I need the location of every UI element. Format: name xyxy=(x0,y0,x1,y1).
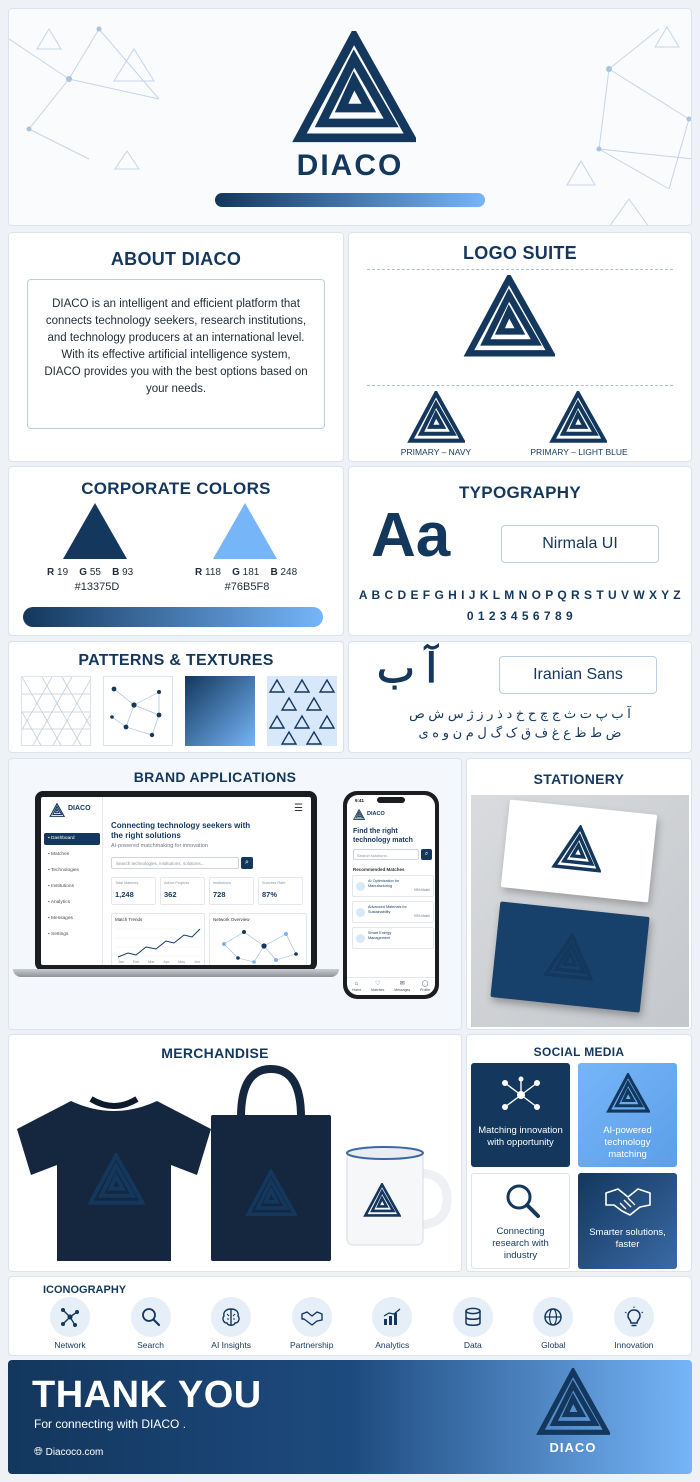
business-card-white xyxy=(501,800,657,903)
logo-icon xyxy=(606,1073,650,1113)
laptop-base xyxy=(13,969,339,977)
app-sidebar xyxy=(41,797,103,965)
diaco-logo-icon xyxy=(292,31,416,143)
social-tile-1 xyxy=(471,1063,570,1167)
tote-bag-mockup xyxy=(205,1065,337,1265)
laptop-screen xyxy=(41,797,311,965)
stat-value: 87% xyxy=(262,890,278,899)
icon-item xyxy=(118,1297,184,1353)
phone-match-list xyxy=(352,875,434,953)
match-title: AI Optimization for Manufacturing xyxy=(368,879,400,888)
website-text: Diacoco.com xyxy=(45,1447,104,1458)
handshake-icon xyxy=(604,1183,652,1217)
patterns-section xyxy=(8,641,344,753)
persian-line-1: آ ب پ ت ث ج چ ح خ د ذ ر ز ژ س ش ص xyxy=(409,706,631,721)
phone-tabbar xyxy=(347,977,435,995)
stat-card xyxy=(258,877,303,905)
colors-section xyxy=(8,466,344,636)
social-tile-2-text: AI-powered technology matching xyxy=(603,1125,652,1160)
tote-logo-icon xyxy=(245,1169,297,1217)
tab-icon: ♡ xyxy=(375,980,381,987)
app-headline: Connecting technology seekers with the right solutions xyxy=(111,821,251,840)
stat-card xyxy=(209,877,254,905)
laptop-mockup xyxy=(35,791,317,971)
phone-search-input[interactable]: Search solutions... xyxy=(353,849,419,860)
trend-month-label: Apr xyxy=(163,960,170,964)
header-banner xyxy=(8,8,692,226)
about-section xyxy=(8,232,344,462)
stat-label: Active Projects xyxy=(164,881,190,885)
tab-icon: ⌂ xyxy=(354,980,359,987)
triangle-grid-pattern xyxy=(21,676,91,746)
type-sample: Aa xyxy=(371,501,451,570)
icon-label: Data xyxy=(463,1340,482,1350)
digits: 0 1 2 3 4 5 6 7 8 9 xyxy=(466,609,574,623)
trend-card xyxy=(111,913,205,965)
divider xyxy=(367,269,673,270)
app-nav-item[interactable]: ▪ Technologies xyxy=(48,868,79,873)
menu-icon[interactable]: ☰ xyxy=(294,803,303,814)
lightblue-rgb: R 118 G 181 B 248 xyxy=(195,567,298,578)
phone-mockup xyxy=(343,791,439,999)
phone-tab[interactable] xyxy=(394,981,410,993)
app-search-button[interactable]: ⌕ xyxy=(241,857,253,869)
tshirt-logo-icon xyxy=(87,1153,145,1205)
stat-value: 362 xyxy=(164,890,177,899)
persian-typography-section xyxy=(348,641,692,753)
app-nav-item[interactable]: ▪ Settings xyxy=(48,932,69,937)
social-title: SOCIAL MEDIA xyxy=(533,1045,625,1059)
network-icon xyxy=(50,1297,90,1337)
phone-tab[interactable] xyxy=(371,981,384,993)
icon-item xyxy=(37,1297,103,1353)
chart-icon xyxy=(372,1297,412,1337)
logo-navy-icon xyxy=(407,391,465,443)
website-link[interactable] xyxy=(34,1446,103,1459)
social-tile-1-text: Matching innovation with opportunity xyxy=(478,1125,563,1148)
color-gradient-bar xyxy=(23,607,323,627)
business-card-navy xyxy=(490,901,649,1012)
social-tile-3 xyxy=(471,1173,570,1269)
phone-tab[interactable] xyxy=(352,981,361,993)
network-icon xyxy=(497,1075,545,1115)
tab-icon: ✉ xyxy=(399,980,405,987)
iconography-title: ICONOGRAPHY xyxy=(43,1284,127,1296)
thank-you-heading: THANK YOU xyxy=(32,1374,262,1416)
trend-month-label: Mar xyxy=(148,960,155,964)
stat-value: 1,248 xyxy=(115,890,134,899)
logo-lightblue-icon xyxy=(549,391,607,443)
gradient-texture xyxy=(185,676,255,746)
footer-brand: DIACO xyxy=(549,1440,597,1455)
persian-sample: آ ب xyxy=(377,647,437,691)
tab-label: Home xyxy=(351,987,362,992)
app-subline: AI-powered matchmaking for innovation xyxy=(111,843,208,849)
icon-item xyxy=(520,1297,586,1353)
trend-month-label: Feb xyxy=(132,960,140,964)
navy-rgb: R 19 G 55 B 93 xyxy=(47,567,134,578)
icon-label: Innovation xyxy=(614,1340,654,1350)
app-brand: DIACO xyxy=(68,805,91,812)
trend-month-label: Jan xyxy=(118,960,125,964)
database-icon xyxy=(453,1297,493,1337)
brand-applications-section xyxy=(8,758,462,1030)
tab-label: Profile xyxy=(420,987,431,992)
card-logo-white-icon xyxy=(543,931,598,982)
stat-label: Institutions xyxy=(213,881,232,885)
persian-line-2: ض ط ظ ع غ ف ق ک گ ل م ن و ه ی xyxy=(418,725,622,740)
trend-month-label: May xyxy=(177,960,186,964)
icon-item xyxy=(601,1297,667,1353)
social-tile-4-text: Smarter solutions, faster xyxy=(589,1227,666,1250)
search-icon xyxy=(504,1182,542,1220)
app-nav-item[interactable]: ▪ Messages xyxy=(48,916,73,921)
brand-apps-title: BRAND APPLICATIONS xyxy=(133,769,297,785)
social-media-section xyxy=(466,1034,692,1272)
icon-label: AI Insights xyxy=(211,1340,251,1350)
card-logo-icon xyxy=(551,822,606,873)
icon-item xyxy=(198,1297,264,1353)
icon-label: Network xyxy=(54,1340,86,1350)
social-tile-3-text: Connecting research with industry xyxy=(492,1226,549,1261)
tab-label: Messages xyxy=(394,987,411,992)
stationery-section xyxy=(466,758,692,1030)
globe-icon xyxy=(533,1297,573,1337)
mug-logo-icon xyxy=(363,1183,401,1217)
match-icon xyxy=(356,934,365,943)
phone-time: 9:41 xyxy=(355,798,365,803)
stat-card xyxy=(160,877,205,905)
icon-item xyxy=(359,1297,425,1353)
merch-title: MERCHANDISE xyxy=(161,1045,269,1061)
stat-value: 728 xyxy=(213,890,226,899)
typography-section xyxy=(348,466,692,636)
navy-swatch-triangle xyxy=(63,503,127,559)
phone-match-item[interactable] xyxy=(352,875,434,897)
phone-logo-icon xyxy=(353,809,365,820)
stat-label: Total Matches xyxy=(115,881,139,885)
match-score: 95% Match xyxy=(414,888,430,892)
app-nav-item[interactable]: ▪ Matches xyxy=(48,852,70,857)
lightblue-swatch-triangle xyxy=(213,503,277,559)
icon-label: Global xyxy=(541,1340,566,1350)
about-title: ABOUT DIACO xyxy=(110,249,242,269)
match-icon xyxy=(356,882,365,891)
app-nav-item[interactable]: ▪ Analytics xyxy=(48,900,70,905)
navy-hex: #13375D xyxy=(74,581,120,593)
icon-label: Analytics xyxy=(375,1340,410,1350)
font-name-box: Nirmala UI xyxy=(501,525,659,563)
iconography-section xyxy=(8,1276,692,1356)
primary-light-label: PRIMARY – LIGHT BLUE xyxy=(530,447,628,457)
phone-match-item[interactable] xyxy=(352,901,434,923)
persian-font-box: Iranian Sans xyxy=(499,656,657,694)
icon-item xyxy=(440,1297,506,1353)
brand-gradient-bar xyxy=(215,193,485,207)
stationery-title: STATIONERY xyxy=(533,771,625,787)
footer-logo-icon xyxy=(536,1368,610,1436)
app-nav-item[interactable]: ▪ Dashboard xyxy=(44,833,100,845)
brain-icon xyxy=(211,1297,251,1337)
network-graph xyxy=(214,924,304,965)
logo-suite-title: LOGO SUITE xyxy=(462,243,577,263)
typography-title: TYPOGRAPHY xyxy=(458,483,582,502)
icon-label: Search xyxy=(137,1340,165,1350)
icon-label: Partnership xyxy=(289,1340,334,1350)
match-title: Smart Energy Management xyxy=(368,931,392,940)
trend-line xyxy=(118,929,200,957)
about-box: DIACO is an intelligent and efficient platform that connects technology seekers, research institutions, and technology producers at an international level. With its effective artificial intelligence system, DIACO provides you with the best options based on your needs. xyxy=(27,279,325,429)
icon-item xyxy=(279,1297,345,1353)
app-nav-item[interactable]: ▪ Institutions xyxy=(48,884,74,889)
match-icon xyxy=(356,908,365,917)
tab-icon: ◯ xyxy=(421,980,429,987)
social-tile-2 xyxy=(578,1063,677,1167)
trend-month-label: Jun xyxy=(193,960,200,964)
app-search-input[interactable]: Search technologies, institutions, solutions... xyxy=(111,857,239,869)
search-icon xyxy=(131,1297,171,1337)
lightblue-hex: #76B5F8 xyxy=(224,581,270,593)
globe-icon: 🌐︎ xyxy=(34,1446,43,1458)
logo-suite-section xyxy=(348,232,692,462)
phone-search-button[interactable]: ⌕ xyxy=(421,849,432,860)
bulb-icon xyxy=(614,1297,654,1337)
tab-label: Matches xyxy=(371,987,385,992)
phone-headline: Find the right technology match xyxy=(353,828,413,844)
merchandise-section xyxy=(8,1034,462,1272)
primary-navy-label: PRIMARY – NAVY xyxy=(400,447,472,457)
phone-screen xyxy=(347,795,435,995)
handshake-icon xyxy=(292,1297,332,1337)
phone-tab[interactable] xyxy=(420,981,430,993)
brand-wordmark: DIACO xyxy=(296,149,404,182)
app-stats xyxy=(111,877,307,907)
phone-notch xyxy=(377,797,405,803)
app-logo-icon xyxy=(49,803,65,817)
colors-title: CORPORATE COLORS xyxy=(81,479,271,498)
icon-row xyxy=(37,1297,667,1353)
thank-you-banner xyxy=(8,1360,692,1474)
stat-label: Success Rate xyxy=(262,881,286,885)
divider xyxy=(367,385,673,386)
social-tile-4 xyxy=(578,1173,677,1269)
app-nav xyxy=(44,833,100,945)
stat-card xyxy=(111,877,156,905)
phone-brand: DIACO xyxy=(367,811,385,817)
trend-chart xyxy=(116,925,202,959)
trend-title: Match Trends xyxy=(115,917,143,922)
trend-months xyxy=(118,960,200,964)
network-title: Network Overview xyxy=(213,917,250,922)
logo-repeat-pattern xyxy=(267,676,337,746)
match-title: Advanced Materials for Sustainability xyxy=(368,905,407,914)
phone-section-title: Recommended Matches xyxy=(353,867,405,872)
patterns-title: PATTERNS & TEXTURES xyxy=(78,652,274,669)
network-pattern xyxy=(103,676,173,746)
alphabet: A B C D E F G H I J K L M N O P Q R S T U V W X Y Z xyxy=(358,588,682,602)
match-score: 90% Match xyxy=(414,914,430,918)
logo-main-icon xyxy=(463,275,555,357)
phone-match-item[interactable] xyxy=(352,927,434,949)
network-card xyxy=(209,913,307,965)
thank-you-tagline: For connecting with DIACO . xyxy=(34,1417,187,1431)
